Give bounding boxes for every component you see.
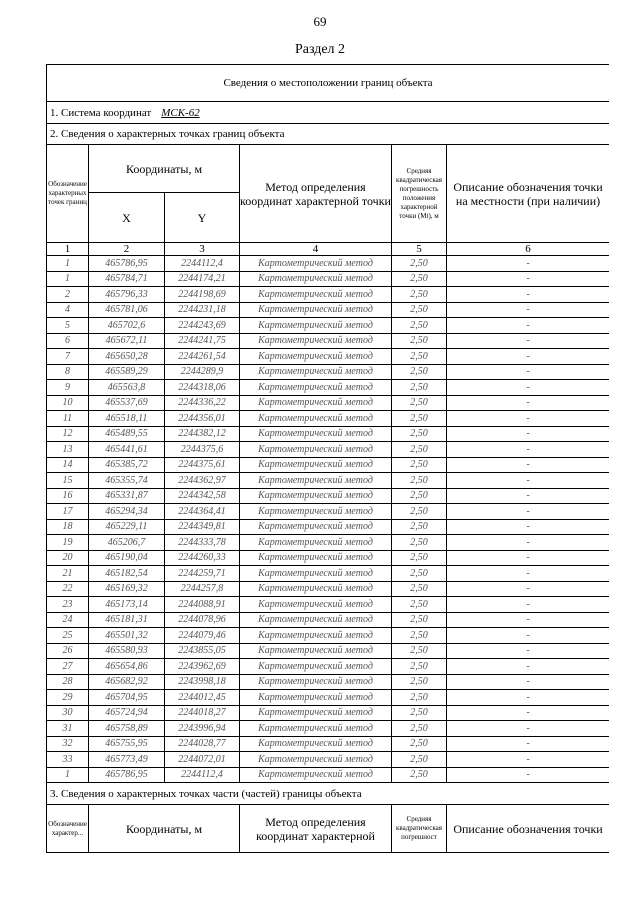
point-number: 28 xyxy=(47,674,89,690)
accuracy-cell: 2,50 xyxy=(392,550,447,566)
coord-x: 465672,11 xyxy=(89,333,165,349)
coord-x: 465173,14 xyxy=(89,597,165,613)
header2-description: Описание обозначения точки xyxy=(447,805,610,853)
header-method: Метод определения координат характерной точки xyxy=(240,145,392,243)
method-cell: Картометрический метод xyxy=(240,581,392,597)
description-cell: - xyxy=(447,457,610,473)
header-accuracy: Средняя квадратическая погрешность положения характерной точки (Mt), м xyxy=(392,145,447,243)
point-number: 23 xyxy=(47,597,89,613)
accuracy-cell: 2,50 xyxy=(392,597,447,613)
accuracy-cell: 2,50 xyxy=(392,488,447,504)
point-number: 33 xyxy=(47,752,89,768)
coord-x: 465773,49 xyxy=(89,752,165,768)
coord-y: 2244356,01 xyxy=(165,411,240,427)
column-number: 4 xyxy=(240,243,392,256)
accuracy-cell: 2,50 xyxy=(392,318,447,334)
coord-y: 2244243,69 xyxy=(165,318,240,334)
description-cell: - xyxy=(447,736,610,752)
method-cell: Картометрический метод xyxy=(240,705,392,721)
point-number: 1 xyxy=(47,767,89,783)
coord-x: 465206,7 xyxy=(89,535,165,551)
coord-y: 2244078,96 xyxy=(165,612,240,628)
description-cell: - xyxy=(447,504,610,520)
accuracy-cell: 2,50 xyxy=(392,349,447,365)
table-row xyxy=(47,457,610,473)
description-cell: - xyxy=(447,442,610,458)
accuracy-cell: 2,50 xyxy=(392,457,447,473)
point-number: 14 xyxy=(47,457,89,473)
coord-y: 2244018,27 xyxy=(165,705,240,721)
coord-y: 2244174,21 xyxy=(165,271,240,287)
coord-x: 465563,8 xyxy=(89,380,165,396)
coord-y: 2244261,54 xyxy=(165,349,240,365)
table-row xyxy=(47,581,610,597)
header-y: Y xyxy=(165,193,240,243)
coord-y: 2244342,58 xyxy=(165,488,240,504)
coord-x: 465294,34 xyxy=(89,504,165,520)
point-number: 18 xyxy=(47,519,89,535)
point-number: 31 xyxy=(47,721,89,737)
coord-x: 465489,55 xyxy=(89,426,165,442)
table-row xyxy=(47,364,610,380)
point-number: 13 xyxy=(47,442,89,458)
point-number: 8 xyxy=(47,364,89,380)
coord-y: 2244241,75 xyxy=(165,333,240,349)
coord-y: 2244362,97 xyxy=(165,473,240,489)
point-number: 10 xyxy=(47,395,89,411)
description-cell: - xyxy=(447,674,610,690)
point-number: 27 xyxy=(47,659,89,675)
accuracy-cell: 2,50 xyxy=(392,705,447,721)
coord-y: 2244198,69 xyxy=(165,287,240,303)
method-cell: Картометрический метод xyxy=(240,519,392,535)
coord-y: 2244257,8 xyxy=(165,581,240,597)
method-cell: Картометрический метод xyxy=(240,488,392,504)
description-cell: - xyxy=(447,256,610,272)
coord-x: 465182,54 xyxy=(89,566,165,582)
coord-y: 2244012,45 xyxy=(165,690,240,706)
table-row xyxy=(47,752,610,768)
table-row xyxy=(47,395,610,411)
boundary-table xyxy=(46,64,609,853)
method-cell: Картометрический метод xyxy=(240,721,392,737)
method-cell: Картометрический метод xyxy=(240,457,392,473)
method-cell: Картометрический метод xyxy=(240,752,392,768)
description-cell: - xyxy=(447,535,610,551)
description-cell: - xyxy=(447,659,610,675)
description-cell: - xyxy=(447,628,610,644)
coord-x: 465589,29 xyxy=(89,364,165,380)
description-cell: - xyxy=(447,767,610,783)
description-cell: - xyxy=(447,349,610,365)
coord-x: 465650,28 xyxy=(89,349,165,365)
coord-x: 465755,95 xyxy=(89,736,165,752)
description-cell: - xyxy=(447,333,610,349)
parts-heading: 3. Сведения о характерных точках части (частей) границы объекта xyxy=(47,783,610,805)
point-number: 15 xyxy=(47,473,89,489)
table-row xyxy=(47,256,610,272)
method-cell: Картометрический метод xyxy=(240,767,392,783)
header2-coords: Координаты, м xyxy=(89,805,240,853)
point-number: 24 xyxy=(47,612,89,628)
header-coords: Координаты, м xyxy=(89,145,240,193)
header2-accuracy: Средняя квадратическая погрешност xyxy=(392,805,447,853)
table-row xyxy=(47,736,610,752)
coord-x: 465181,31 xyxy=(89,612,165,628)
point-number: 12 xyxy=(47,426,89,442)
table-row xyxy=(47,442,610,458)
method-cell: Картометрический метод xyxy=(240,736,392,752)
coord-y: 2244289,9 xyxy=(165,364,240,380)
method-cell: Картометрический метод xyxy=(240,349,392,365)
point-number: 16 xyxy=(47,488,89,504)
coord-y: 2244112,4 xyxy=(165,767,240,783)
table-row xyxy=(47,535,610,551)
coord-x: 465385,72 xyxy=(89,457,165,473)
method-cell: Картометрический метод xyxy=(240,674,392,690)
description-cell: - xyxy=(447,318,610,334)
points-heading: 2. Сведения о характерных точках границ объекта xyxy=(47,124,610,145)
method-cell: Картометрический метод xyxy=(240,287,392,303)
coord-y: 2244382,12 xyxy=(165,426,240,442)
coord-y: 2244375,61 xyxy=(165,457,240,473)
method-cell: Картометрический метод xyxy=(240,302,392,318)
accuracy-cell: 2,50 xyxy=(392,333,447,349)
coord-y: 2244072,01 xyxy=(165,752,240,768)
accuracy-cell: 2,50 xyxy=(392,364,447,380)
coord-x: 465724,94 xyxy=(89,705,165,721)
accuracy-cell: 2,50 xyxy=(392,504,447,520)
point-number: 7 xyxy=(47,349,89,365)
accuracy-cell: 2,50 xyxy=(392,581,447,597)
coord-x: 465190,04 xyxy=(89,550,165,566)
main-title: Сведения о местоположении границ объекта xyxy=(47,65,610,102)
coord-x: 465441,61 xyxy=(89,442,165,458)
table-row xyxy=(47,318,610,334)
coord-system-value: МСК-62 xyxy=(161,106,200,119)
point-number: 30 xyxy=(47,705,89,721)
accuracy-cell: 2,50 xyxy=(392,659,447,675)
coord-y: 2244375,6 xyxy=(165,442,240,458)
accuracy-cell: 2,50 xyxy=(392,302,447,318)
coord-y: 2244349,81 xyxy=(165,519,240,535)
table-row xyxy=(47,380,610,396)
coord-y: 2244333,78 xyxy=(165,535,240,551)
coord-y: 2243996,94 xyxy=(165,721,240,737)
accuracy-cell: 2,50 xyxy=(392,256,447,272)
accuracy-cell: 2,50 xyxy=(392,535,447,551)
coord-x: 465654,86 xyxy=(89,659,165,675)
table-row xyxy=(47,287,610,303)
table-row xyxy=(47,488,610,504)
accuracy-cell: 2,50 xyxy=(392,519,447,535)
coord-x: 465682,92 xyxy=(89,674,165,690)
accuracy-cell: 2,50 xyxy=(392,442,447,458)
accuracy-cell: 2,50 xyxy=(392,643,447,659)
description-cell: - xyxy=(447,364,610,380)
description-cell: - xyxy=(447,705,610,721)
method-cell: Картометрический метод xyxy=(240,566,392,582)
description-cell: - xyxy=(447,597,610,613)
method-cell: Картометрический метод xyxy=(240,504,392,520)
point-number: 11 xyxy=(47,411,89,427)
table-row xyxy=(47,333,610,349)
description-cell: - xyxy=(447,411,610,427)
coord-y: 2244318,06 xyxy=(165,380,240,396)
column-number: 6 xyxy=(447,243,610,256)
table-row xyxy=(47,690,610,706)
accuracy-cell: 2,50 xyxy=(392,566,447,582)
method-cell: Картометрический метод xyxy=(240,535,392,551)
table-row xyxy=(47,271,610,287)
page-number: 69 xyxy=(313,14,327,29)
description-cell: - xyxy=(447,752,610,768)
description-cell: - xyxy=(447,519,610,535)
header2-method: Метод определения координат характерной xyxy=(240,805,392,853)
table-row xyxy=(47,767,610,783)
description-cell: - xyxy=(447,721,610,737)
description-cell: - xyxy=(447,550,610,566)
accuracy-cell: 2,50 xyxy=(392,752,447,768)
coord-y: 2243998,18 xyxy=(165,674,240,690)
coord-x: 465501,32 xyxy=(89,628,165,644)
column-number: 1 xyxy=(47,243,89,256)
table-row xyxy=(47,628,610,644)
method-cell: Картометрический метод xyxy=(240,426,392,442)
point-number: 25 xyxy=(47,628,89,644)
description-cell: - xyxy=(447,690,610,706)
coord-system-label: 1. Система координат xyxy=(50,106,152,119)
description-cell: - xyxy=(447,488,610,504)
coord-x: 465355,74 xyxy=(89,473,165,489)
description-cell: - xyxy=(447,581,610,597)
method-cell: Картометрический метод xyxy=(240,411,392,427)
table-row xyxy=(47,597,610,613)
coord-y: 2244028,77 xyxy=(165,736,240,752)
header2-point-name: Обозначение характер... xyxy=(47,805,89,853)
column-numbers-row xyxy=(47,243,610,256)
accuracy-cell: 2,50 xyxy=(392,767,447,783)
method-cell: Картометрический метод xyxy=(240,380,392,396)
table-row xyxy=(47,721,610,737)
accuracy-cell: 2,50 xyxy=(392,674,447,690)
coord-y: 2244260,33 xyxy=(165,550,240,566)
table-row xyxy=(47,674,610,690)
method-cell: Картометрический метод xyxy=(240,659,392,675)
coord-y: 2244079,46 xyxy=(165,628,240,644)
point-number: 5 xyxy=(47,318,89,334)
coord-x: 465704,95 xyxy=(89,690,165,706)
coord-y: 2244364,41 xyxy=(165,504,240,520)
method-cell: Картометрический метод xyxy=(240,395,392,411)
method-cell: Картометрический метод xyxy=(240,271,392,287)
coord-y: 2244231,18 xyxy=(165,302,240,318)
header-description: Описание обозначения точки на местности (при наличии) xyxy=(447,145,610,243)
table-row xyxy=(47,519,610,535)
method-cell: Картометрический метод xyxy=(240,318,392,334)
description-cell: - xyxy=(447,643,610,659)
accuracy-cell: 2,50 xyxy=(392,473,447,489)
point-number: 20 xyxy=(47,550,89,566)
description-cell: - xyxy=(447,271,610,287)
coord-x: 465781,06 xyxy=(89,302,165,318)
coord-y: 2244259,71 xyxy=(165,566,240,582)
column-number: 2 xyxy=(89,243,165,256)
coord-x: 465537,69 xyxy=(89,395,165,411)
table-row xyxy=(47,411,610,427)
point-number: 9 xyxy=(47,380,89,396)
accuracy-cell: 2,50 xyxy=(392,612,447,628)
point-number: 19 xyxy=(47,535,89,551)
table-row xyxy=(47,550,610,566)
accuracy-cell: 2,50 xyxy=(392,411,447,427)
table-row xyxy=(47,612,610,628)
table-row xyxy=(47,504,610,520)
coord-y: 2243962,69 xyxy=(165,659,240,675)
method-cell: Картометрический метод xyxy=(240,442,392,458)
point-number: 6 xyxy=(47,333,89,349)
description-cell: - xyxy=(447,612,610,628)
accuracy-cell: 2,50 xyxy=(392,721,447,737)
description-cell: - xyxy=(447,380,610,396)
point-number: 1 xyxy=(47,256,89,272)
method-cell: Картометрический метод xyxy=(240,643,392,659)
coord-system-row xyxy=(47,102,610,124)
column-number: 3 xyxy=(165,243,240,256)
coord-x: 465518,11 xyxy=(89,411,165,427)
accuracy-cell: 2,50 xyxy=(392,736,447,752)
method-cell: Картометрический метод xyxy=(240,473,392,489)
points-body xyxy=(47,256,610,783)
accuracy-cell: 2,50 xyxy=(392,395,447,411)
method-cell: Картометрический метод xyxy=(240,690,392,706)
table-row xyxy=(47,643,610,659)
method-cell: Картометрический метод xyxy=(240,550,392,566)
boundary-table-frame xyxy=(46,64,609,870)
description-cell: - xyxy=(447,566,610,582)
table-row xyxy=(47,473,610,489)
point-number: 1 xyxy=(47,271,89,287)
coord-x: 465169,32 xyxy=(89,581,165,597)
accuracy-cell: 2,50 xyxy=(392,690,447,706)
accuracy-cell: 2,50 xyxy=(392,380,447,396)
point-number: 26 xyxy=(47,643,89,659)
coord-y: 2244336,22 xyxy=(165,395,240,411)
coord-x: 465702,6 xyxy=(89,318,165,334)
method-cell: Картометрический метод xyxy=(240,612,392,628)
point-number: 29 xyxy=(47,690,89,706)
table-row xyxy=(47,302,610,318)
coord-x: 465796,33 xyxy=(89,287,165,303)
coord-y: 2244088,91 xyxy=(165,597,240,613)
accuracy-cell: 2,50 xyxy=(392,426,447,442)
coord-y: 2244112,4 xyxy=(165,256,240,272)
table-row xyxy=(47,659,610,675)
method-cell: Картометрический метод xyxy=(240,628,392,644)
coord-x: 465758,89 xyxy=(89,721,165,737)
point-number: 4 xyxy=(47,302,89,318)
table-row xyxy=(47,705,610,721)
method-cell: Картометрический метод xyxy=(240,333,392,349)
point-number: 2 xyxy=(47,287,89,303)
description-cell: - xyxy=(447,287,610,303)
accuracy-cell: 2,50 xyxy=(392,287,447,303)
point-number: 17 xyxy=(47,504,89,520)
table-row xyxy=(47,426,610,442)
coord-x: 465229,11 xyxy=(89,519,165,535)
coord-x: 465786,95 xyxy=(89,767,165,783)
section-title: Раздел 2 xyxy=(294,42,346,57)
description-cell: - xyxy=(447,395,610,411)
point-number: 32 xyxy=(47,736,89,752)
method-cell: Картометрический метод xyxy=(240,597,392,613)
coord-y: 2243855,05 xyxy=(165,643,240,659)
accuracy-cell: 2,50 xyxy=(392,271,447,287)
coord-x: 465786,95 xyxy=(89,256,165,272)
description-cell: - xyxy=(447,473,610,489)
header-point-name: Обозначение характерных точек границ xyxy=(47,145,89,243)
coord-x: 465784,71 xyxy=(89,271,165,287)
coord-x: 465331,87 xyxy=(89,488,165,504)
description-cell: - xyxy=(447,426,610,442)
method-cell: Картометрический метод xyxy=(240,364,392,380)
coord-x: 465580,93 xyxy=(89,643,165,659)
method-cell: Картометрический метод xyxy=(240,256,392,272)
table-row xyxy=(47,566,610,582)
point-number: 21 xyxy=(47,566,89,582)
table-row xyxy=(47,349,610,365)
column-number: 5 xyxy=(392,243,447,256)
header-x: X xyxy=(89,193,165,243)
description-cell: - xyxy=(447,302,610,318)
accuracy-cell: 2,50 xyxy=(392,628,447,644)
point-number: 22 xyxy=(47,581,89,597)
